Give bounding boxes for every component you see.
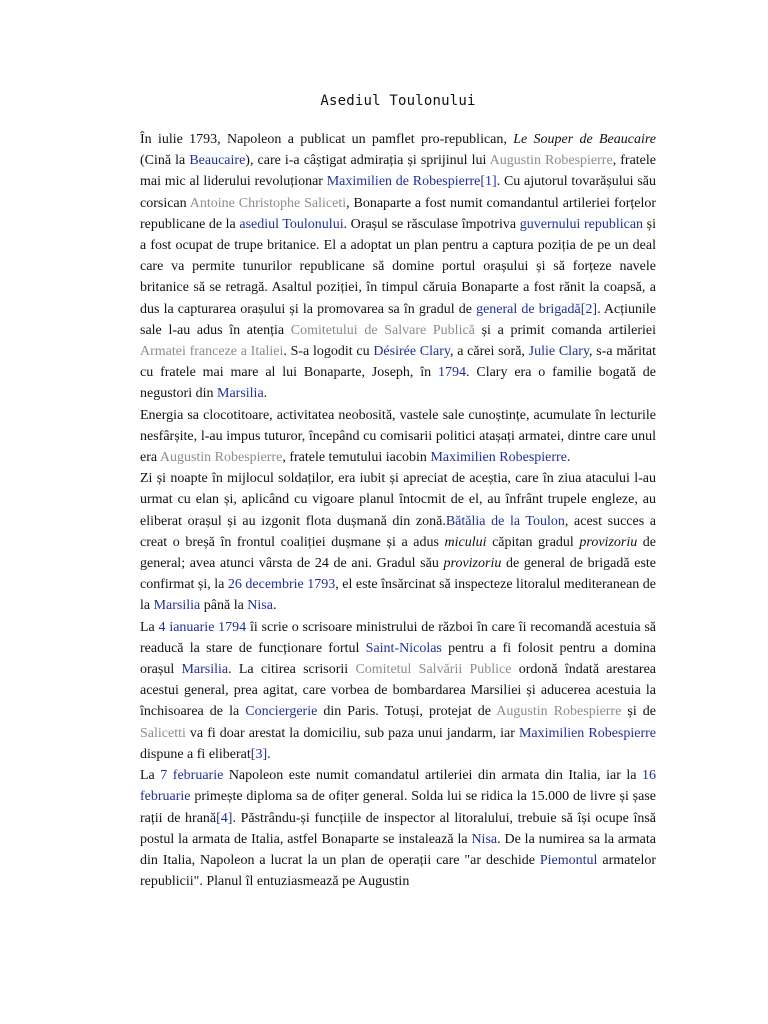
wiki-link[interactable]: Marsilia — [181, 662, 229, 678]
text-run: pentru a fi folosit pentru a domina orașul — [140, 640, 656, 678]
text-run: În iulie 1793, Napoleon a publicat un pamflet pro-republican, — [140, 132, 514, 147]
wiki-link[interactable]: Augustin Robespierre — [489, 153, 613, 169]
text-run: Energia sa clocotitoare, activitatea neobosită, vastele sale cunoștințe, acumulate în lecturile nesfârșite, l-au impus tuturor, începând cu comisarii politici atașați armatei, dintre care unul era — [140, 407, 656, 466]
text-run: primește diploma sa de ofițer general. Solda lui se ridica la 15.000 de livre și șase rații de hrană — [140, 789, 656, 826]
wiki-link[interactable]: 1794 — [438, 365, 467, 381]
wiki-link[interactable]: Augustin Robespierre — [496, 704, 622, 720]
text-run: . De la numirea sa la armata din Italia, Napoleon a lucrat la un plan de operații care "ar deschide — [140, 831, 656, 868]
wiki-link[interactable]: 4 ianuarie 1794 — [158, 619, 247, 635]
text-run: va fi doar arestat la domiciliu, sub paza unui jandarm, iar — [185, 725, 519, 741]
text-run: și de — [621, 704, 657, 720]
italic-text: Le Souper de Beaucaire — [513, 132, 657, 147]
text-run: dispune a fi eliberat — [140, 746, 251, 762]
wiki-link[interactable]: Maximilien de Robespierre — [326, 174, 481, 190]
wiki-link[interactable]: 26 decembrie 1793 — [227, 577, 336, 593]
text-run: . Orașul se răsculase împotriva — [343, 216, 520, 232]
wiki-link[interactable]: [1] — [480, 174, 497, 190]
wiki-link[interactable]: 16 februarie — [140, 768, 656, 805]
wiki-link[interactable]: Conciergerie — [245, 704, 318, 720]
text-run: . Păstrându-și funcțiile de inspector al litoralului, trebuie să își ocupe însă postul la armata de Italia, astfel Bonaparte se instalează la — [140, 810, 656, 847]
text-run: . Acțiunile sale l-au adus în atenția — [140, 301, 657, 338]
text-run: . — [566, 450, 571, 466]
text-run: armatelor republicii". Planul îl entuziasmează pe Augustin — [140, 852, 656, 890]
text-run: căpitan gradul — [486, 534, 580, 550]
text-run: , acest succes a creat o breșă în frontul coaliției dușmane și a adus — [140, 513, 656, 550]
text-run: Napoleon este numit comandatul artileriei din armata din Italia, iar la — [223, 768, 642, 784]
wiki-link[interactable]: [3] — [250, 746, 268, 762]
paragraph — [140, 129, 656, 405]
text-run: îi scrie o scrisoare ministrului de război în care îi recomandă acestuia să readucă la stare de funcționare fortul — [140, 619, 656, 656]
wiki-link[interactable]: Antoine Christophe Saliceti — [189, 195, 347, 211]
document-page — [140, 0, 656, 892]
wiki-link[interactable]: Maximilien Robespierre — [430, 450, 567, 466]
text-run: . Cu ajutorul tovarășului său corsican — [140, 174, 656, 211]
wiki-link[interactable]: Piemontul — [539, 852, 598, 868]
text-run: La — [140, 619, 159, 635]
wiki-link[interactable]: Nisa — [471, 831, 498, 847]
text-run: , Bonaparte a fost numit comandantul artileriei forțelor republicane de la — [140, 195, 657, 232]
wiki-link[interactable]: Marsilia — [153, 598, 201, 614]
wiki-link[interactable]: [4] — [216, 810, 233, 826]
wiki-link[interactable]: Armatei franceze a Italiei — [140, 344, 284, 360]
wiki-link[interactable]: Marsilia — [217, 386, 264, 402]
paragraph — [140, 765, 656, 892]
page-title: Asediul Toulonului — [320, 93, 476, 109]
text-run: . S-a logodit cu — [283, 344, 374, 360]
text-run: de general; avea atunci vârsta de 24 de ani. Gradul său — [140, 534, 657, 572]
article-body — [140, 129, 656, 892]
paragraph — [140, 405, 656, 469]
wiki-link[interactable]: Comitetului de Salvare Publică — [290, 322, 475, 338]
wiki-link[interactable]: Désirée Clary — [373, 344, 450, 360]
text-run: Zi și noapte în mijlocul soldaților, era iubit și apreciat de aceștia, care în ziua atacului l-au urmat cu elan și, aplicând cu vigoare planul întocmit de el, au înfrânt trupele engleze, au eliberat orașul și au izgonit flota dușmană din zonă. — [140, 471, 656, 529]
text-run: , s-a măritat cu fratele mai mare al lui Bonaparte, Joseph, în — [140, 344, 656, 381]
text-run: , fratele mai mic al liderului revoluționar — [140, 153, 656, 190]
text-run: din Paris. Totuși, protejat de — [317, 704, 497, 720]
text-run: ), care i-a câștigat admirația și sprijinul lui — [245, 153, 490, 169]
italic-text: provizoriu — [443, 556, 502, 572]
wiki-link[interactable]: guvernului republican — [519, 216, 644, 232]
text-run: și a primit comanda artileriei — [474, 322, 656, 338]
wiki-link[interactable]: general de brigadă — [476, 301, 581, 317]
wiki-link[interactable]: Bătălia de la Toulon — [445, 513, 565, 529]
text-run: , a cărei soră, — [450, 344, 529, 360]
wiki-link[interactable]: Salicetti — [140, 725, 186, 741]
text-run: (Cină la — [140, 153, 190, 169]
paragraph — [140, 617, 656, 765]
paragraph — [140, 468, 656, 616]
italic-text: provizoriu — [579, 534, 638, 550]
wiki-link[interactable]: 7 februarie — [160, 768, 224, 784]
italic-text: micului — [444, 534, 487, 550]
text-run: și a fost ocupat de trupe britanice. El a adoptat un plan pentru a captura poziția de pe un deal care va permite tunurilor republicane să domine portul orașului și să forțeze navele britanice să se retragă. Asaltul poziției, în timpul căruia Bonaparte a fost rănit la coapsă, a dus la capturarea orașului și la promovarea sa în gradul de — [140, 216, 656, 317]
text-run: de general de brigadă este confirmat și, la — [140, 556, 656, 593]
wiki-link[interactable]: asediul Toulonului — [239, 216, 344, 232]
wiki-link[interactable]: Maximilien Robespierre — [518, 725, 656, 741]
text-run: . — [272, 598, 277, 614]
text-run: . — [267, 746, 271, 762]
wiki-link[interactable]: Comitetul Salvării Publice — [355, 662, 512, 678]
text-run: La — [140, 768, 161, 784]
text-run: . La citirea scrisorii — [228, 662, 356, 678]
wiki-link[interactable]: Beaucaire — [189, 153, 246, 169]
wiki-link[interactable]: Augustin Robespierre — [159, 450, 283, 466]
wiki-link[interactable]: Julie Clary — [528, 344, 590, 360]
text-run: . Clary era o familie bogată de negustori din — [140, 365, 656, 402]
text-run: , el este însărcinat să inspecteze litoralul mediteranean de la — [140, 577, 657, 614]
wiki-link[interactable]: Saint-Nicolas — [365, 640, 442, 656]
text-run: ordonă îndată arestarea acestui general, prea agitat, care vorbea de bombardarea Marsiliei și aducerea acestuia la închisoarea de la — [140, 662, 657, 720]
text-run: până la — [200, 598, 248, 614]
wiki-link[interactable]: [2] — [580, 301, 598, 317]
text-run: . — [263, 386, 268, 402]
wiki-link[interactable]: Nisa — [247, 598, 273, 614]
text-run: , fratele temutului iacobin — [282, 450, 431, 466]
